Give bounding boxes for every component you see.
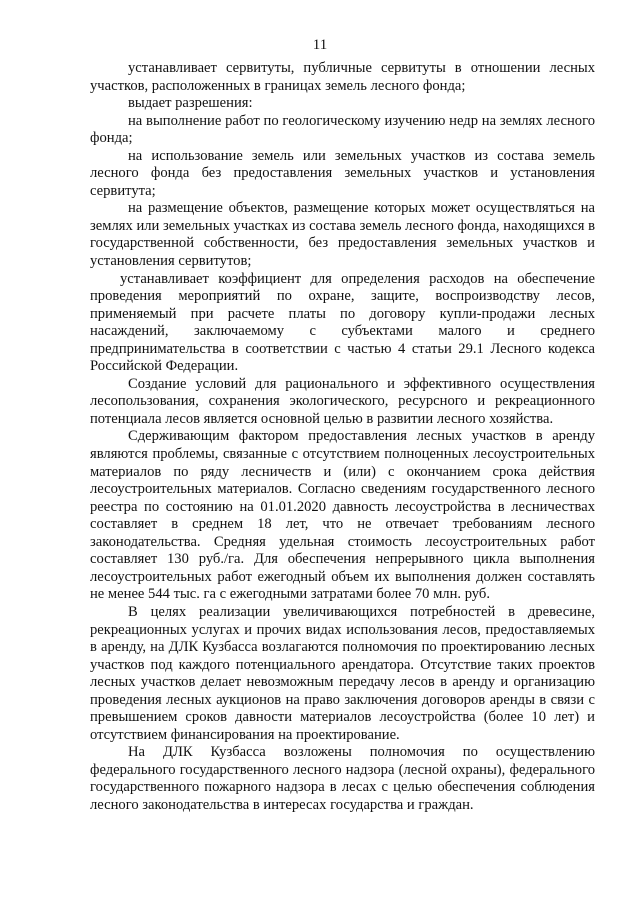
paragraph-object-placement: на размещение объектов, размещение которых может осуществляться на землях или земельных участках из состава земель лесного фонда, находящихся в государственной собственности, без предоставления земельных участков и установления сервитутов; [90, 200, 595, 270]
paragraph-supervision: На ДЛК Кузбасса возложены полномочия по осуществлению федерального государственного лесного надзора (лесной охраны), федерального государственного пожарного надзора в лесах с целью обеспечения соблюдения лесного законодательства в интересах государства и граждан. [90, 744, 595, 813]
document-body [90, 60, 595, 815]
paragraph-demand-design: В целях реализации увеличивающихся потребностей в древесине, рекреационных услугах и прочих видах использования лесов, предоставляемых в аренду, на ДЛК Кузбасса возлагаются полномочия по проектированию лесных участков под каждого потенциального арендатора. Отсутствие таких проектов лесных участков делает невозможным передачу лесов в аренду и организацию проведения лесных аукционов на право заключения договоров аренды в связи с превышением сроков давности материалов лесоустройства (более 10 лет) и отсутствием финансирования на проектирование. [90, 603, 595, 743]
paragraph-servitudes: устанавливает сервитуты, публичные сервитуты в отношении лесных участков, расположенных в границах земель лесного фонда; [90, 60, 595, 94]
paragraph-issues-permits: выдает разрешения: [128, 95, 253, 112]
paragraph-land-use: на использование земель или земельных участков из состава земель лесного фонда без предоставления земельных участков и установления сервитута; [90, 147, 595, 199]
paragraph-geological-study: на выполнение работ по геологическому изучению недр на землях лесного фонда; [90, 112, 595, 147]
paragraph-forestry-goal: Создание условий для рационального и эффективного осуществления лесопользования, сохранения экологического, ресурсного и рекреационного потенциала лесов является основной целью в развитии лесного хозяйства. [90, 375, 595, 427]
paragraph-coefficient: устанавливает коэффициент для определения расходов на обеспечение проведения мероприятий по охране, защите, воспроизводству лесов, применяемый при расчете платы по договору купли-продажи лесных насаждений, заключаемому с субъектами малого и среднего предпринимательства в соответствии с частью 4 статьи 29.1 Лесного кодекса Российской Федерации. [90, 270, 595, 375]
paragraph-lease-constraints: Сдерживающим фактором предоставления лесных участков в аренду являются проблемы, связанные с отсутствием полноценных лесоустроительных материалов по ряду лесничеств и (или) с окончанием срока действия лесоустроительных материалов. Согласно сведениям государственного лесного реестра по состоянию на 01.01.2020 давность лесоустройства в лесничествах составляет в среднем 18 лет, что не отвечает требованиям лесного законодательства. Средняя удельная стоимость лесоустроительных работ составляет 130 руб./га. Для обеспечения непрерывного цикла выполнения лесоустроительных работ ежегодный объем их выполнения должен составлять не менее 544 тыс. га с ежегодными затратами более 70 млн. руб. [90, 428, 595, 603]
page-number: 11 [312, 37, 328, 53]
